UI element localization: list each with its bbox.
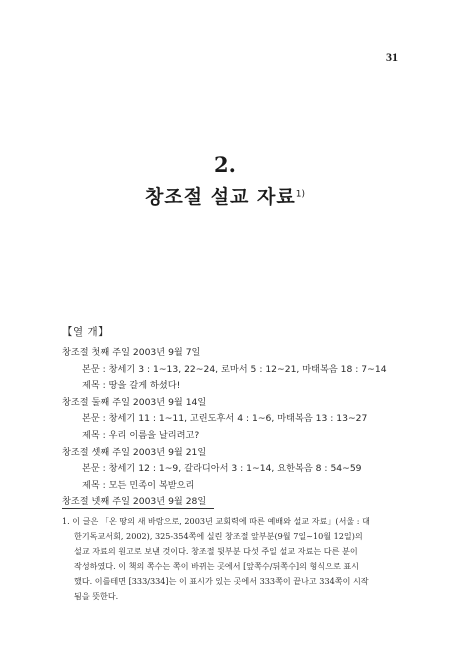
footnote-line: 한기독교서회, 2002), 325-354쪽에 실린 창조절 앞부분(9월 7일~10월 12일)의 [74, 531, 363, 542]
contents-line: 창조절 첫째 주일 2003년 9월 7일 [62, 347, 201, 358]
contents-heading: 【열 개】 [62, 326, 110, 338]
footnote-line: 작성하였다. 이 책의 쪽수는 쪽이 바뀌는 곳에서 [앞쪽수/뒤쪽수]의 형식으로 표시 [74, 561, 359, 572]
chapter-title-block [0, 182, 450, 209]
footnote-line: 했다. 이를테면 [333/334]는 이 표시가 있는 곳에서 333쪽이 끝나고 334쪽이 시작 [74, 576, 369, 587]
footnote-line: 됨을 뜻한다. [74, 591, 119, 602]
sermon-contents [62, 324, 402, 511]
contents-line: 본문 : 창세기 11 : 1~11, 고린도후서 4 : 1~6, 마태복음 13 : 13~27 [82, 413, 368, 425]
contents-line: 창조절 넷째 주일 2003년 9월 28일 [62, 496, 207, 508]
chapter-number: 2. [214, 152, 236, 177]
contents-line: 제목 : 모든 민족이 복받으리 [82, 479, 195, 491]
footnote [62, 514, 394, 605]
footnote-marker: 1) [295, 189, 305, 200]
footnote-divider [62, 508, 214, 509]
chapter-title: 창조절 설교 자료 [145, 186, 296, 208]
contents-line: 창조절 셋째 주일 2003년 9월 21일 [62, 446, 207, 458]
footnote-line: 설교 자료의 원고로 보낸 것이다. 창조절 뒷부분 다섯 주일 설교 자료는 다른 분이 [74, 546, 358, 557]
contents-line: 창조절 둘째 주일 2003년 9월 14일 [62, 396, 207, 408]
contents-line: 제목 : 우리 이름을 날리려고? [82, 429, 200, 441]
contents-line: 본문 : 창세기 3 : 1~13, 22~24, 로마서 5 : 12~21, 마태복음 18 : 7~14 [82, 363, 387, 375]
contents-line: 제목 : 땅을 갈게 하셨다! [82, 380, 181, 392]
page-number: 31 [386, 50, 398, 64]
contents-line: 본문 : 창세기 12 : 1~9, 갈라디아서 3 : 1~14, 요한복음 8 : 54~59 [82, 463, 362, 475]
footnote-line: 1. 이 글은 「온 땅의 새 바람으로, 2003년 교회력에 따른 예배와 설교 자료」(서울 : 대 [62, 516, 370, 526]
